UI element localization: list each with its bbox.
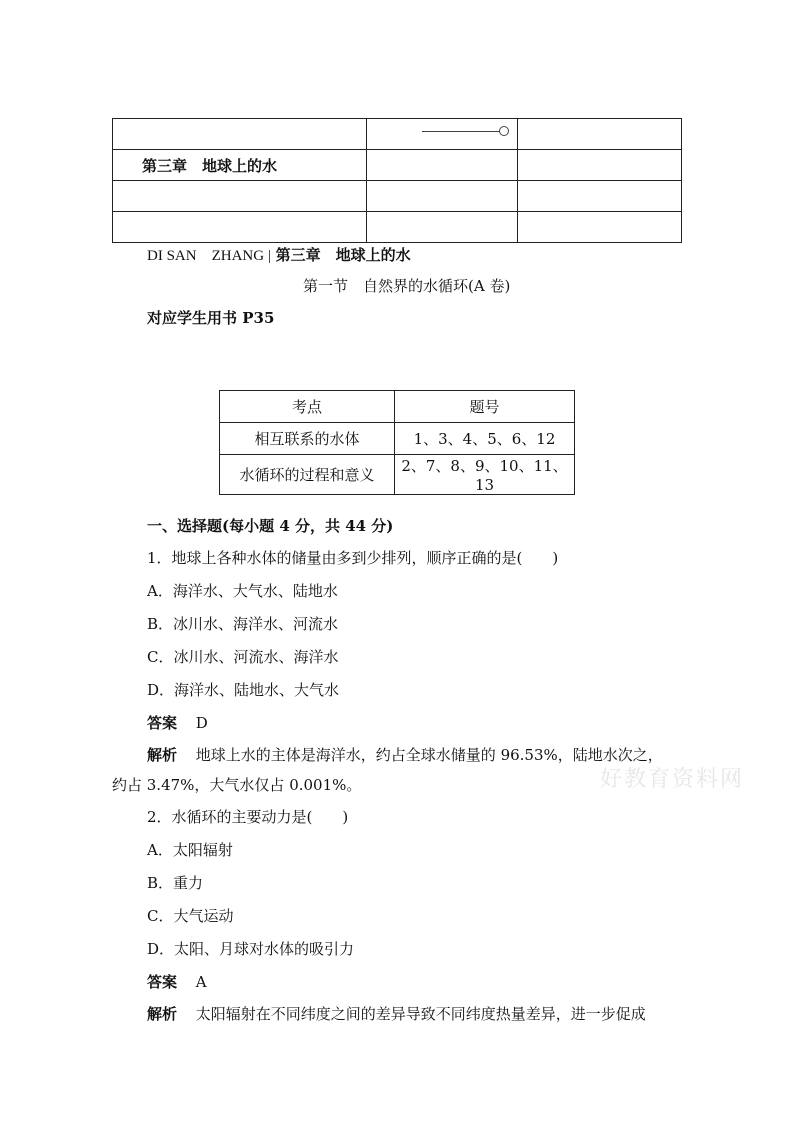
header-table-row: [113, 212, 682, 243]
header-chapter-title: 第三章 地球上的水: [141, 156, 277, 175]
watermark: 好教育资料网: [600, 767, 745, 792]
q1-analysis: [147, 744, 663, 765]
q1-option-b: B．冰川水、海洋水、河流水: [147, 615, 339, 633]
q1-answer-label: 答案: [147, 714, 178, 732]
kp-cell: 1、3、4、5、6、12: [395, 423, 575, 455]
q2-analysis: [147, 1003, 646, 1024]
q1-analysis-label: 解析: [147, 746, 178, 764]
q2-analysis-line1: 太阳辐射在不同纬度之间的差异导致不同纬度热量差异，进一步促成: [195, 1005, 646, 1023]
q1-answer: [147, 712, 208, 733]
q1-answer-value: D: [195, 714, 208, 732]
book-reference: 对应学生用书 P35: [147, 309, 275, 327]
q2-answer: [147, 971, 207, 992]
kp-cell: 相互联系的水体: [220, 423, 395, 455]
header-table: [112, 118, 682, 243]
kp-header-cell: 考点: [220, 391, 395, 423]
q2-answer-value: A: [195, 973, 207, 991]
table-row: [220, 455, 575, 495]
q2-analysis-label: 解析: [147, 1005, 178, 1023]
q1-option-c: C．冰川水、河流水、海洋水: [147, 648, 339, 666]
q2-option-a: A．太阳辐射: [147, 841, 233, 859]
table-row: [220, 423, 575, 455]
header-marker-cell: [367, 119, 518, 150]
kp-table-header-row: [220, 391, 575, 423]
knowledge-point-table: [219, 390, 575, 495]
section-title: 第一节 自然界的水循环(A 卷): [303, 277, 511, 295]
marker-circle-icon: [499, 126, 509, 136]
header-table-row: [113, 119, 682, 150]
kp-cell: 2、7、8、9、10、11、13: [395, 455, 575, 495]
running-head-pinyin: DI SAN ZHANG |: [147, 248, 271, 264]
q2-answer-label: 答案: [147, 973, 178, 991]
q1-analysis-line2: 约占 3.47%，大气水仅占 0.001%。: [112, 776, 362, 794]
q2-option-c: C．大气运动: [147, 907, 234, 925]
q1-analysis-line1: 地球上水的主体是海洋水，约占全球水储量的 96.53%，陆地水次之，: [195, 746, 663, 764]
running-head-chapter: 第三章 地球上的水: [275, 246, 411, 264]
part-heading: 一、选择题(每小题 4 分，共 44 分): [147, 517, 394, 535]
q1-option-d: D．海洋水、陆地水、大气水: [147, 681, 340, 699]
q1-option-a: A．海洋水、大气水、陆地水: [147, 582, 338, 600]
kp-cell: 水循环的过程和意义: [220, 455, 395, 495]
header-table-row: [113, 181, 682, 212]
q2-stem: 2．水循环的主要动力是( ): [147, 808, 349, 826]
q2-option-d: D．太阳、月球对水体的吸引力: [147, 940, 355, 958]
kp-header-cell: 题号: [395, 391, 575, 423]
header-table-row: [113, 150, 682, 181]
q1-stem: 1．地球上各种水体的储量由多到少排列，顺序正确的是( ): [147, 549, 559, 567]
marker-line: [422, 131, 500, 132]
q2-option-b: B．重力: [147, 874, 204, 892]
running-head: [147, 244, 411, 265]
